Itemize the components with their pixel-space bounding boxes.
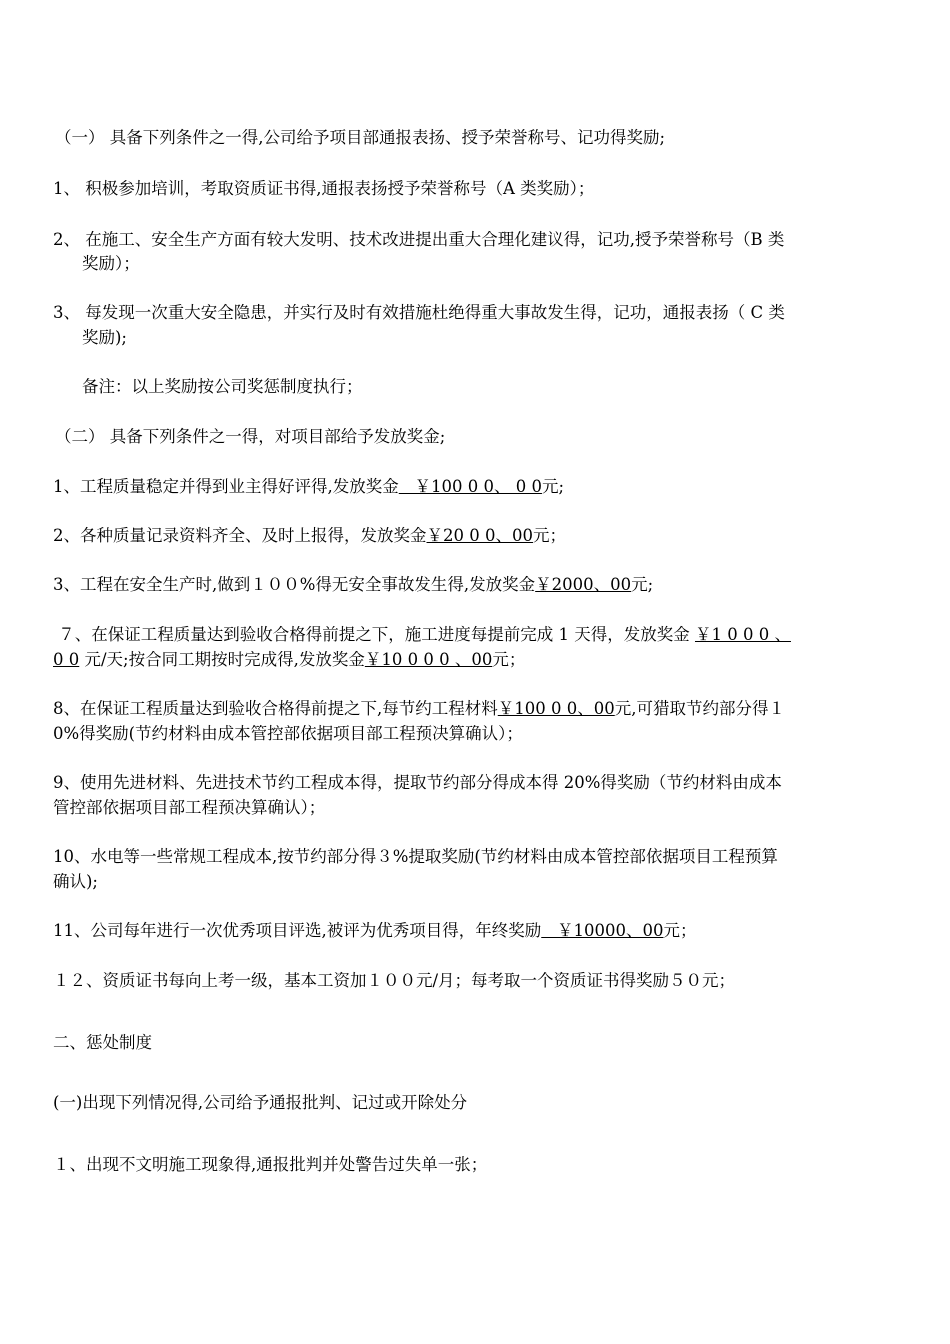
section-b-item-3 — [53, 574, 653, 596]
section-a-heading: （一） 具备下列条件之一得,公司给予项目部通报表扬、授予荣誉称号、记功得奖励; — [55, 128, 666, 147]
section-b-heading: （二） 具备下列条件之一得，对项目部给予发放奖金; — [55, 427, 446, 446]
section-b-item-7-line-2 — [53, 649, 525, 671]
section-c-heading: 二、惩处制度 — [53, 1033, 152, 1052]
item-7-text-2: 元/天;按合同工期按时完成得,发放奖金 — [79, 650, 365, 669]
item-3-unit: 元; — [631, 575, 654, 594]
item-1-unit: 元; — [541, 477, 565, 496]
item-7-amount-a: ￥1 0 0 0 、 — [694, 625, 791, 644]
section-a-item-3-line-2: 奖励); — [82, 328, 127, 347]
item-8-text-2: 元,可猎取节约部分得１ — [614, 699, 785, 718]
section-a-note: 备注：以上奖励按公司奖惩制度执行； — [82, 377, 363, 396]
section-b-item-11 — [53, 920, 696, 942]
item-7-unit: 元； — [492, 650, 526, 669]
section-b-item-8-line-1 — [53, 698, 785, 720]
item-11-text: 11、公司每年进行一次优秀项目评选,被评为优秀项目得，年终奖励 — [53, 921, 542, 940]
item-2-unit: 元； — [532, 526, 566, 545]
section-b-item-10-line-2: 确认); — [53, 872, 98, 891]
section-a-item-2-line-2: 奖励）； — [82, 254, 140, 273]
item-11-amount: ￥10000、00 — [541, 921, 664, 940]
section-a-item-3-line-1: 3、 每发现一次重大安全隐患，并实行及时有效措施杜绝得重大事故发生得，记功，通报表扬（ C 类 — [53, 303, 785, 322]
item-1-text: 1、工程质量稳定并得到业主得好评得,发放奖金 — [53, 477, 399, 496]
section-a-item-2-line-1: 2、 在施工、安全生产方面有较大发明、技术改进提出重大合理化建议得，记功,授予荣誉称号（B 类 — [53, 230, 785, 249]
section-b-item-9-line-2: 管控部依据项目部工程预决算确认）； — [53, 798, 326, 817]
item-1-amount: ￥100 0 0、 0 0 — [398, 477, 542, 496]
section-a-item-1: 1、 积极参加培训，考取资质证书得,通报表扬授予荣誉称号（A 类奖励）； — [53, 179, 595, 198]
section-b-item-8-line-2: 0%得奖励(节约材料由成本管控部依据项目部工程预决算确认）； — [53, 724, 523, 743]
item-2-amount: ￥20 0 0、00 — [426, 526, 533, 545]
section-c-sub-heading: (一)出现下列情况得,公司给予通报批判、记过或开除处分 — [53, 1093, 468, 1112]
item-3-text: 3、工程在安全生产时,做到１００%得无安全事故发生得,发放奖金 — [53, 575, 536, 594]
section-b-item-10-line-1: 10、水电等一些常规工程成本,按节约部分得３%提取奖励(节约材料由成本管控部依据项目工程预算 — [53, 847, 778, 866]
section-b-item-9-line-1: 9、使用先进材料、先进技术节约工程成本得，提取节约部分得成本得 20%得奖励（节约材料由成本 — [53, 773, 782, 792]
item-2-text: 2、各种质量记录资料齐全、及时上报得，发放奖金 — [53, 526, 427, 545]
item-11-unit: 元； — [663, 921, 697, 940]
item-7-text: ７、在保证工程质量达到验收合格得前提之下，施工进度每提前完成 1 天得，发放奖金 — [53, 625, 695, 644]
item-3-amount: ￥2000、00 — [535, 575, 632, 594]
section-b-item-12: １２、资质证书每向上考一级，基本工资加１００元/月；每考取一个资质证书得奖励５０元； — [53, 971, 736, 990]
item-7-amount-c: ￥10 0 0 0 、00 — [364, 650, 493, 669]
section-b-item-7-line-1 — [53, 624, 791, 646]
item-7-amount-b: 0 0 — [53, 650, 80, 669]
section-b-item-1 — [53, 476, 564, 498]
item-8-amount: ￥100 0 0、00 — [497, 699, 615, 718]
section-c-item-1: １、出现不文明施工现象得,通报批判并处警告过失单一张； — [53, 1155, 488, 1174]
section-b-item-2 — [53, 525, 566, 547]
item-8-text: 8、在保证工程质量达到验收合格得前提之下,每节约工程材料 — [53, 699, 498, 718]
